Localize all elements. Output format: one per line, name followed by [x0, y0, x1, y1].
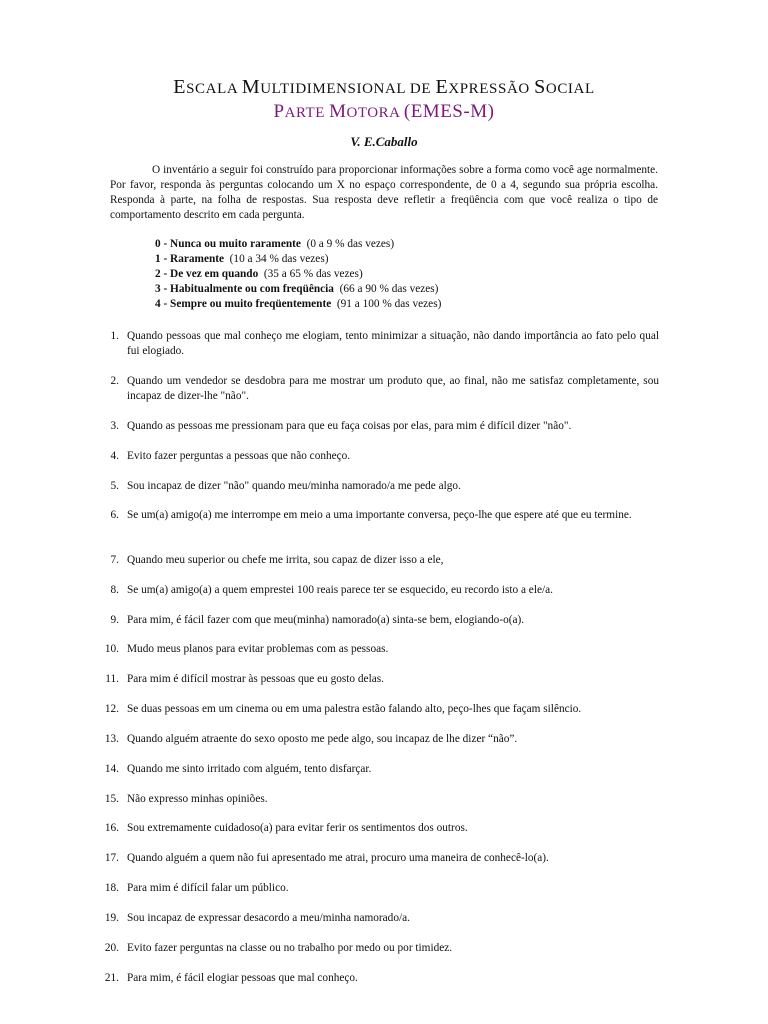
page-title: ESCALA MULTIDIMENSIONAL DE EXPRESSÃO SOCIAL — [173, 76, 595, 98]
scale-label: 1 - Raramente — [155, 253, 225, 265]
question-number: 14. — [104, 763, 119, 775]
scale-range: (66 a 90 % das vezes) — [339, 283, 439, 295]
question-number: 13. — [104, 733, 119, 745]
question-item — [95, 821, 659, 836]
question-text: Mudo meus planos para evitar problemas com as pessoas. — [127, 643, 389, 655]
question-item — [95, 792, 659, 807]
question-text: Para mim, é fácil fazer com que meu(minha) namorado(a) sinta-se bem, elogiando-o(a). — [127, 614, 525, 626]
scale-range: (0 a 9 % das vezes) — [306, 238, 395, 250]
question-number: 5. — [110, 480, 119, 492]
question-text: Sou incapaz de expressar desacordo a meu/minha namorado/a. — [127, 912, 410, 924]
question-number: 16. — [104, 822, 119, 834]
question-item — [95, 971, 659, 986]
scale-label: 3 - Habitualmente ou com freqüência — [155, 283, 334, 295]
response-scale — [155, 237, 635, 312]
scale-label: 0 - Nunca ou muito raramente — [155, 238, 301, 250]
question-text: Quando me sinto irritado com alguém, tento disfarçar. — [127, 763, 372, 775]
question-text: Quando pessoas que mal conheço me elogiam, tento minimizar a situação, não dando importância ao fato pelo qual fui elogiado. — [127, 330, 659, 357]
page-subtitle: PARTE MOTORA (EMES-M) — [273, 101, 495, 122]
question-text: Se duas pessoas em um cinema ou em uma palestra estão falando alto, peço-lhes que façam silêncio. — [127, 703, 582, 715]
question-number: 17. — [104, 852, 119, 864]
question-number: 20. — [104, 942, 119, 954]
question-item — [95, 941, 659, 956]
scale-item — [155, 297, 635, 312]
question-number: 21. — [104, 972, 119, 984]
question-text: Para mim é difícil mostrar às pessoas que eu gosto delas. — [127, 673, 384, 685]
question-number: 11. — [105, 673, 119, 685]
question-text: Evito fazer perguntas na classe ou no trabalho por medo ou por timidez. — [127, 942, 453, 954]
scale-item — [155, 267, 635, 282]
intro-paragraph: O inventário a seguir foi construído para proporcionar informações sobre a forma como você age normalmente. Por favor, responda às perguntas colocando um X no espaço correspondente, de 0 a 4, segundo sua própria escolha. Responda à parte, na folha de respostas. Sua resposta deve refletir a freqüência com que você realiza o tipo de comportamento descrito em cada pergunta. — [110, 164, 658, 221]
question-text: Quando alguém atraente do sexo oposto me pede algo, sou incapaz de lhe dizer “não”. — [127, 733, 518, 745]
scale-item — [155, 252, 635, 267]
question-number: 4. — [110, 450, 119, 462]
question-item — [95, 702, 659, 717]
question-text: Para mim é difícil falar um público. — [127, 882, 289, 894]
question-item — [95, 553, 659, 568]
question-text: Se um(a) amigo(a) me interrompe em meio a uma importante conversa, peço-lhe que espere até que eu termine. — [127, 509, 632, 521]
question-item — [95, 583, 659, 598]
question-number: 15. — [104, 793, 119, 805]
scale-label: 2 - De vez em quando — [155, 268, 259, 280]
scale-range: (10 a 34 % das vezes) — [229, 253, 329, 265]
question-text: Quando meu superior ou chefe me irrita, sou capaz de dizer isso a ele, — [127, 554, 444, 566]
author: V. E.Caballo — [350, 134, 418, 149]
question-text: Se um(a) amigo(a) a quem emprestei 100 reais parece ter se esquecido, eu recordo isto a ele/a. — [127, 584, 553, 596]
question-text: Não expresso minhas opiniões. — [127, 793, 268, 805]
question-item — [95, 732, 659, 747]
question-number: 6. — [110, 509, 119, 521]
scale-label: 4 - Sempre ou muito freqüentemente — [155, 298, 332, 310]
question-item — [95, 479, 659, 494]
question-number: 19. — [104, 912, 119, 924]
question-item — [95, 911, 659, 926]
question-number: 10. — [104, 643, 119, 655]
scale-range: (35 a 65 % das vezes) — [263, 268, 363, 280]
question-item — [95, 508, 659, 523]
question-item — [95, 851, 659, 866]
question-number: 1. — [110, 330, 119, 342]
question-number: 3. — [110, 420, 119, 432]
question-item — [95, 642, 659, 657]
scale-item — [155, 282, 635, 297]
question-text: Quando um vendedor se desdobra para me mostrar um produto que, ao final, não me satisfaz completamente, sou incapaz de dizer-lhe "não". — [127, 375, 659, 402]
question-text: Quando as pessoas me pressionam para que eu faça coisas por elas, para mim é difícil dizer "não". — [127, 420, 572, 432]
question-item — [95, 419, 659, 434]
question-number: 2. — [110, 375, 119, 387]
question-item — [95, 672, 659, 687]
question-number: 12. — [104, 703, 119, 715]
question-text: Para mim, é fácil elogiar pessoas que mal conheço. — [127, 972, 358, 984]
question-text: Sou extremamente cuidadoso(a) para evitar ferir os sentimentos dos outros. — [127, 822, 468, 834]
question-item — [95, 762, 659, 777]
question-item — [95, 881, 659, 896]
scale-item — [155, 237, 635, 252]
question-item — [95, 613, 659, 628]
question-text: Evito fazer perguntas a pessoas que não conheço. — [127, 450, 351, 462]
question-number: 9. — [110, 614, 119, 626]
question-number: 8. — [110, 584, 119, 596]
question-text: Quando alguém a quem não fui apresentado me atrai, procuro uma maneira de conhecê-lo(a). — [127, 852, 549, 864]
scale-range: (91 a 100 % das vezes) — [336, 298, 442, 310]
question-item — [95, 449, 659, 464]
question-item — [95, 374, 659, 404]
question-number: 18. — [104, 882, 119, 894]
question-text: Sou incapaz de dizer "não" quando meu/minha namorado/a me pede algo. — [127, 480, 461, 492]
question-number: 7. — [110, 554, 119, 566]
question-item — [95, 329, 659, 359]
